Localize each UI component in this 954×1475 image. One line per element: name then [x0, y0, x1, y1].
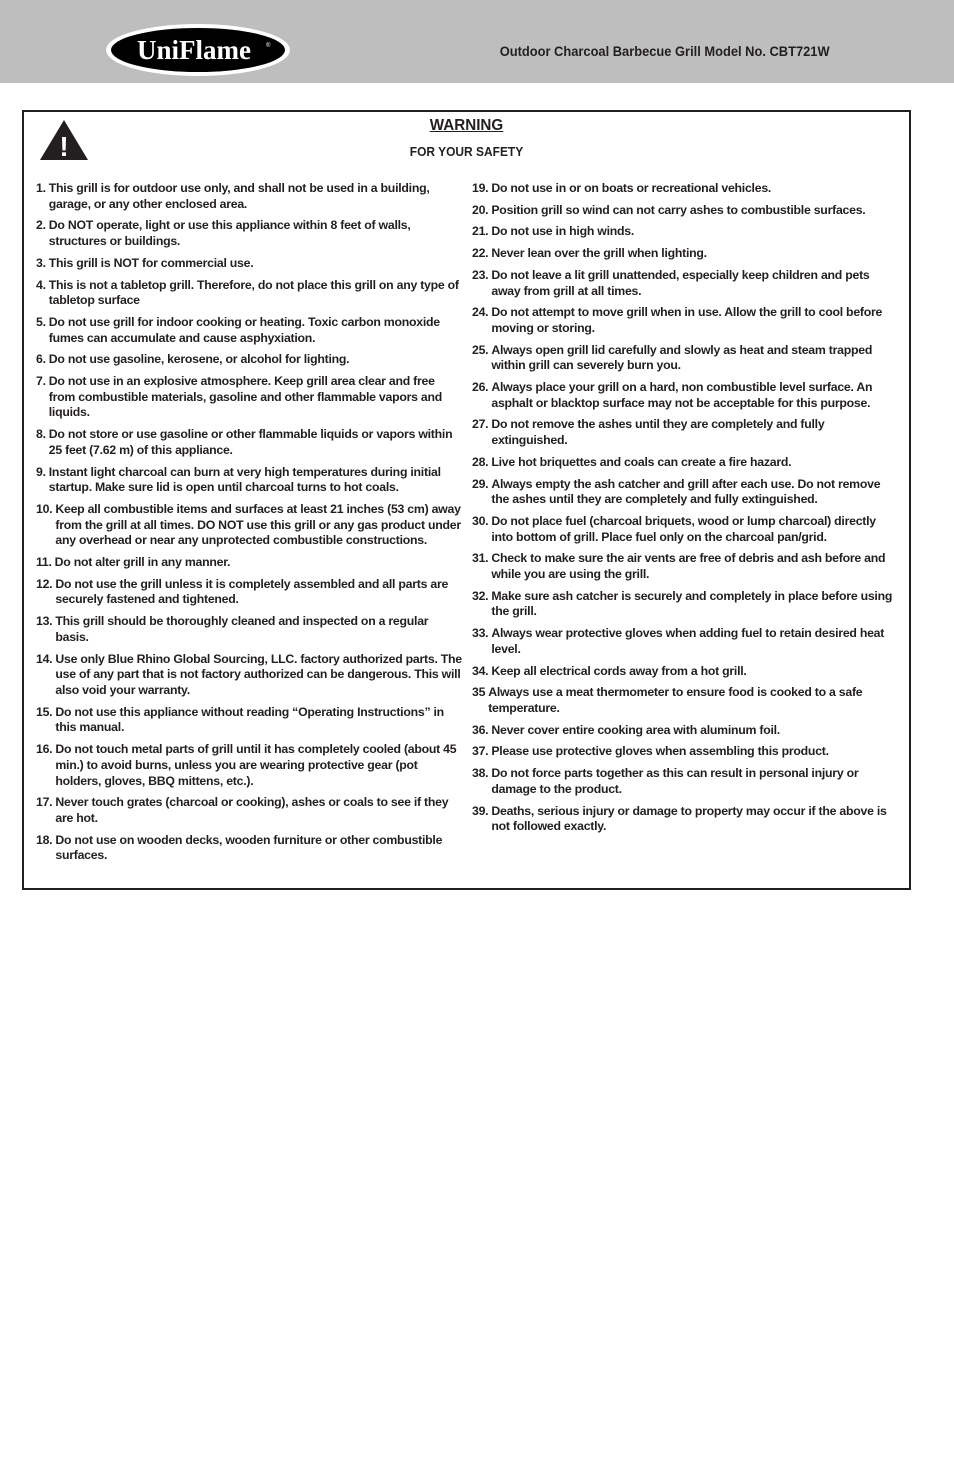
warning-item: [36, 181, 464, 212]
warning-item-text: Instant light charcoal can burn at very high temperatures during initial startup. Make sure lid is open until charcoal turns to hot coals.: [48, 464, 441, 495]
warning-item: [472, 766, 900, 797]
warning-item-number: 7.: [36, 374, 46, 389]
warning-item-number: 4.: [36, 277, 46, 292]
warning-item: [472, 804, 900, 835]
warning-list-right: [472, 181, 900, 841]
brand-name: UniFlame: [137, 35, 251, 65]
warning-item-text: Live hot briquettes and coals can create a fire hazard.: [491, 454, 792, 469]
warning-glyph: !: [59, 131, 69, 162]
warning-item-text: Do not force parts together as this can result in personal injury or damage to the product.: [491, 766, 859, 796]
warning-item-text: Deaths, serious injury or damage to property may occur if the above is not followed exactly.: [491, 803, 887, 834]
warning-item-text: Always wear protective gloves when adding fuel to retain desired heat level.: [491, 626, 885, 656]
header-bar: [0, 0, 954, 83]
warning-item: [472, 455, 900, 471]
warning-item-text: Do not use in or on boats or recreational vehicles.: [491, 181, 772, 195]
warning-item-number: 5.: [36, 314, 46, 329]
warning-item-number: 24.: [472, 305, 489, 320]
warning-item-number: 21.: [472, 224, 489, 239]
warning-item-number: 20.: [472, 202, 489, 217]
registered-mark: ®: [266, 43, 271, 49]
warning-item: [36, 742, 464, 789]
warning-item: [472, 380, 900, 411]
warning-item-text: Do not remove the ashes until they are completely and fully extinguished.: [491, 417, 825, 448]
warning-item-number: 3.: [36, 255, 46, 270]
warning-item: [36, 352, 464, 368]
warning-item-text: Do not attempt to move grill when in use. Allow the grill to cool before moving or storing.: [491, 305, 883, 335]
warning-item-number: 9.: [36, 464, 46, 479]
warning-list-left: [36, 181, 464, 870]
warning-item: [36, 833, 464, 864]
warning-item: [472, 246, 900, 262]
warning-item-text: Do not use grill for indoor cooking or heating. Toxic carbon monoxide fumes can accumulate and cause asphyxiation.: [48, 314, 440, 345]
warning-item: [472, 514, 900, 545]
document-title: Outdoor Charcoal Barbecue Grill Model No. CBT721W: [500, 43, 830, 59]
warning-item-text: Do NOT operate, light or use this appliance within 8 feet of walls, structures or buildings.: [48, 218, 411, 249]
warning-item-number: 8.: [36, 427, 46, 442]
warning-item-text: This grill should be thoroughly cleaned and inspected on a regular basis.: [55, 614, 429, 644]
warning-item-text: Do not store or use gasoline or other flammable liquids or vapors within 25 feet (7.62 m) of this appliance.: [48, 427, 453, 457]
warning-item-number: 19.: [472, 181, 489, 195]
warning-item-number: 14.: [36, 651, 53, 666]
warning-item-number: 15.: [36, 704, 53, 719]
warning-item: [36, 218, 464, 249]
warning-item-number: 39.: [472, 803, 489, 818]
warning-item-text: Do not use gasoline, kerosene, or alcohol for lighting.: [48, 352, 350, 367]
warning-item-text: Do not touch metal parts of grill until it has completely cooled (about 45 min.) to avoid burns, unless you are wearing protective gear (pot holders, gloves, BBQ mittens, etc.).: [55, 742, 457, 788]
warning-item: [36, 795, 464, 826]
warning-item: [472, 626, 900, 657]
warning-title: WARNING: [429, 117, 504, 134]
warning-item: [472, 203, 900, 219]
warning-item-number: 16.: [36, 742, 53, 757]
warning-item-number: 26.: [472, 380, 489, 395]
warning-item-number: 29.: [472, 476, 489, 491]
warning-item: [36, 555, 464, 571]
warning-item-text: Always open grill lid carefully and slowly as heat and steam trapped within grill can severely burn you.: [491, 342, 873, 373]
warning-item: [36, 465, 464, 496]
warning-item-number: 1.: [36, 181, 46, 195]
warning-item-text: Never cover entire cooking area with aluminum foil.: [491, 722, 780, 737]
warning-item: [472, 551, 900, 582]
warning-item-number: 17.: [36, 795, 53, 810]
warning-item: [472, 305, 900, 336]
warning-item-text: Do not use this appliance without reading “Operating Instructions” in this manual.: [55, 704, 444, 735]
warning-item: [36, 374, 464, 421]
warning-item-number: 6.: [36, 352, 46, 367]
warning-item-number: 30.: [472, 513, 489, 528]
warning-item-number: 36.: [472, 722, 489, 737]
warning-item-text: Do not use on wooden decks, wooden furniture or other combustible surfaces.: [55, 832, 443, 863]
warning-item-text: Never lean over the grill when lighting.: [491, 246, 707, 261]
warning-item: [472, 723, 900, 739]
warning-item-text: Do not leave a lit grill unattended, especially keep children and pets away from grill at all times.: [491, 267, 870, 298]
warning-item: [472, 744, 900, 760]
warning-item-number: 34.: [472, 663, 489, 678]
warning-item-number: 32.: [472, 588, 489, 603]
warning-item: [472, 477, 900, 508]
warning-item: [472, 268, 900, 299]
warning-item-number: 2.: [36, 218, 46, 233]
warning-item: [472, 417, 900, 448]
warning-item-number: 11.: [36, 555, 52, 570]
warning-item: [36, 502, 464, 549]
warning-item: [472, 685, 900, 716]
warning-item: [36, 652, 464, 699]
warning-subtitle: FOR YOUR SAFETY: [409, 144, 524, 159]
warning-item: [36, 427, 464, 458]
warning-item-text: This grill is for outdoor use only, and shall not be used in a building, garage, or any other enclosed area.: [48, 181, 430, 211]
warning-item: [472, 343, 900, 374]
warning-item: [472, 224, 900, 240]
warning-item: [472, 664, 900, 680]
warning-item-text: Always empty the ash catcher and grill after each use. Do not remove the ashes until they are completely and fully extinguished.: [491, 476, 881, 507]
warning-item-number: 23.: [472, 267, 489, 282]
warning-item-number: 10.: [36, 501, 53, 516]
warning-item: [36, 315, 464, 346]
warning-item-text: Check to make sure the air vents are free of debris and ash before and while you are using the grill.: [491, 551, 886, 582]
warning-item-number: 13.: [36, 614, 53, 629]
warning-item-text: This is not a tabletop grill. Therefore, do not place this grill on any type of tabletop surface: [48, 277, 459, 308]
warning-item-text: Do not place fuel (charcoal briquets, wood or lump charcoal) directly into bottom of grill. Place fuel only on the charcoal pan/grid.: [491, 513, 876, 544]
warning-item-text: Position grill so wind can not carry ashes to combustible surfaces.: [491, 202, 866, 217]
warning-box: [22, 110, 911, 890]
warning-item: [36, 256, 464, 272]
warning-item: [472, 181, 900, 197]
warning-item: [472, 589, 900, 620]
warning-item-text: Do not use in an explosive atmosphere. Keep grill area clear and free from combustible materials, gasoline and other flammable vapors and liquids.: [48, 374, 443, 420]
warning-item-text: Always place your grill on a hard, non combustible level surface. An asphalt or blacktop surface may not be acceptable for this purpose.: [491, 380, 873, 410]
warning-item-text: Always use a meat thermometer to ensure food is cooked to a safe temperature.: [488, 685, 863, 715]
warning-item-number: 18.: [36, 832, 53, 847]
warning-item-number: 31.: [472, 551, 489, 566]
warning-item-text: This grill is NOT for commercial use.: [48, 255, 254, 270]
warning-item-text: Make sure ash catcher is securely and completely in place before using the grill.: [491, 588, 893, 619]
warning-item-text: Do not use in high winds.: [491, 224, 635, 239]
warning-item-number: 35: [472, 685, 486, 700]
warning-item-text: Do not use the grill unless it is completely assembled and all parts are securely fastened and tightened.: [55, 576, 449, 607]
warning-item-text: Keep all combustible items and surfaces at least 21 inches (53 cm) away from the grill at all times. DO NOT use this grill or any gas product under any overhead or near any unprotected combustible constructions.: [55, 501, 461, 548]
warning-item-number: 27.: [472, 417, 489, 432]
warning-item-number: 33.: [472, 626, 489, 641]
warning-item-number: 38.: [472, 766, 489, 781]
warning-item-text: Use only Blue Rhino Global Sourcing, LLC. factory authorized parts. The use of any part that is not factory authorized can be dangerous. This will also void your warranty.: [55, 651, 462, 697]
warning-item: [36, 705, 464, 736]
uniflame-logo: [104, 22, 292, 78]
warning-item: [36, 577, 464, 608]
warning-item-number: 22.: [472, 246, 489, 261]
warning-item-text: Do not alter grill in any manner.: [54, 555, 231, 570]
warning-item-text: Keep all electrical cords away from a hot grill.: [491, 663, 747, 678]
warning-item-number: 37.: [472, 744, 489, 759]
warning-item: [36, 278, 464, 309]
warning-item-text: Please use protective gloves when assembling this product.: [491, 744, 829, 759]
warning-item-text: Never touch grates (charcoal or cooking), ashes or coals to see if they are hot.: [55, 795, 449, 825]
warning-item: [36, 614, 464, 645]
warning-item-number: 28.: [472, 454, 489, 469]
warning-item-number: 12.: [36, 576, 53, 591]
warning-item-number: 25.: [472, 342, 489, 357]
